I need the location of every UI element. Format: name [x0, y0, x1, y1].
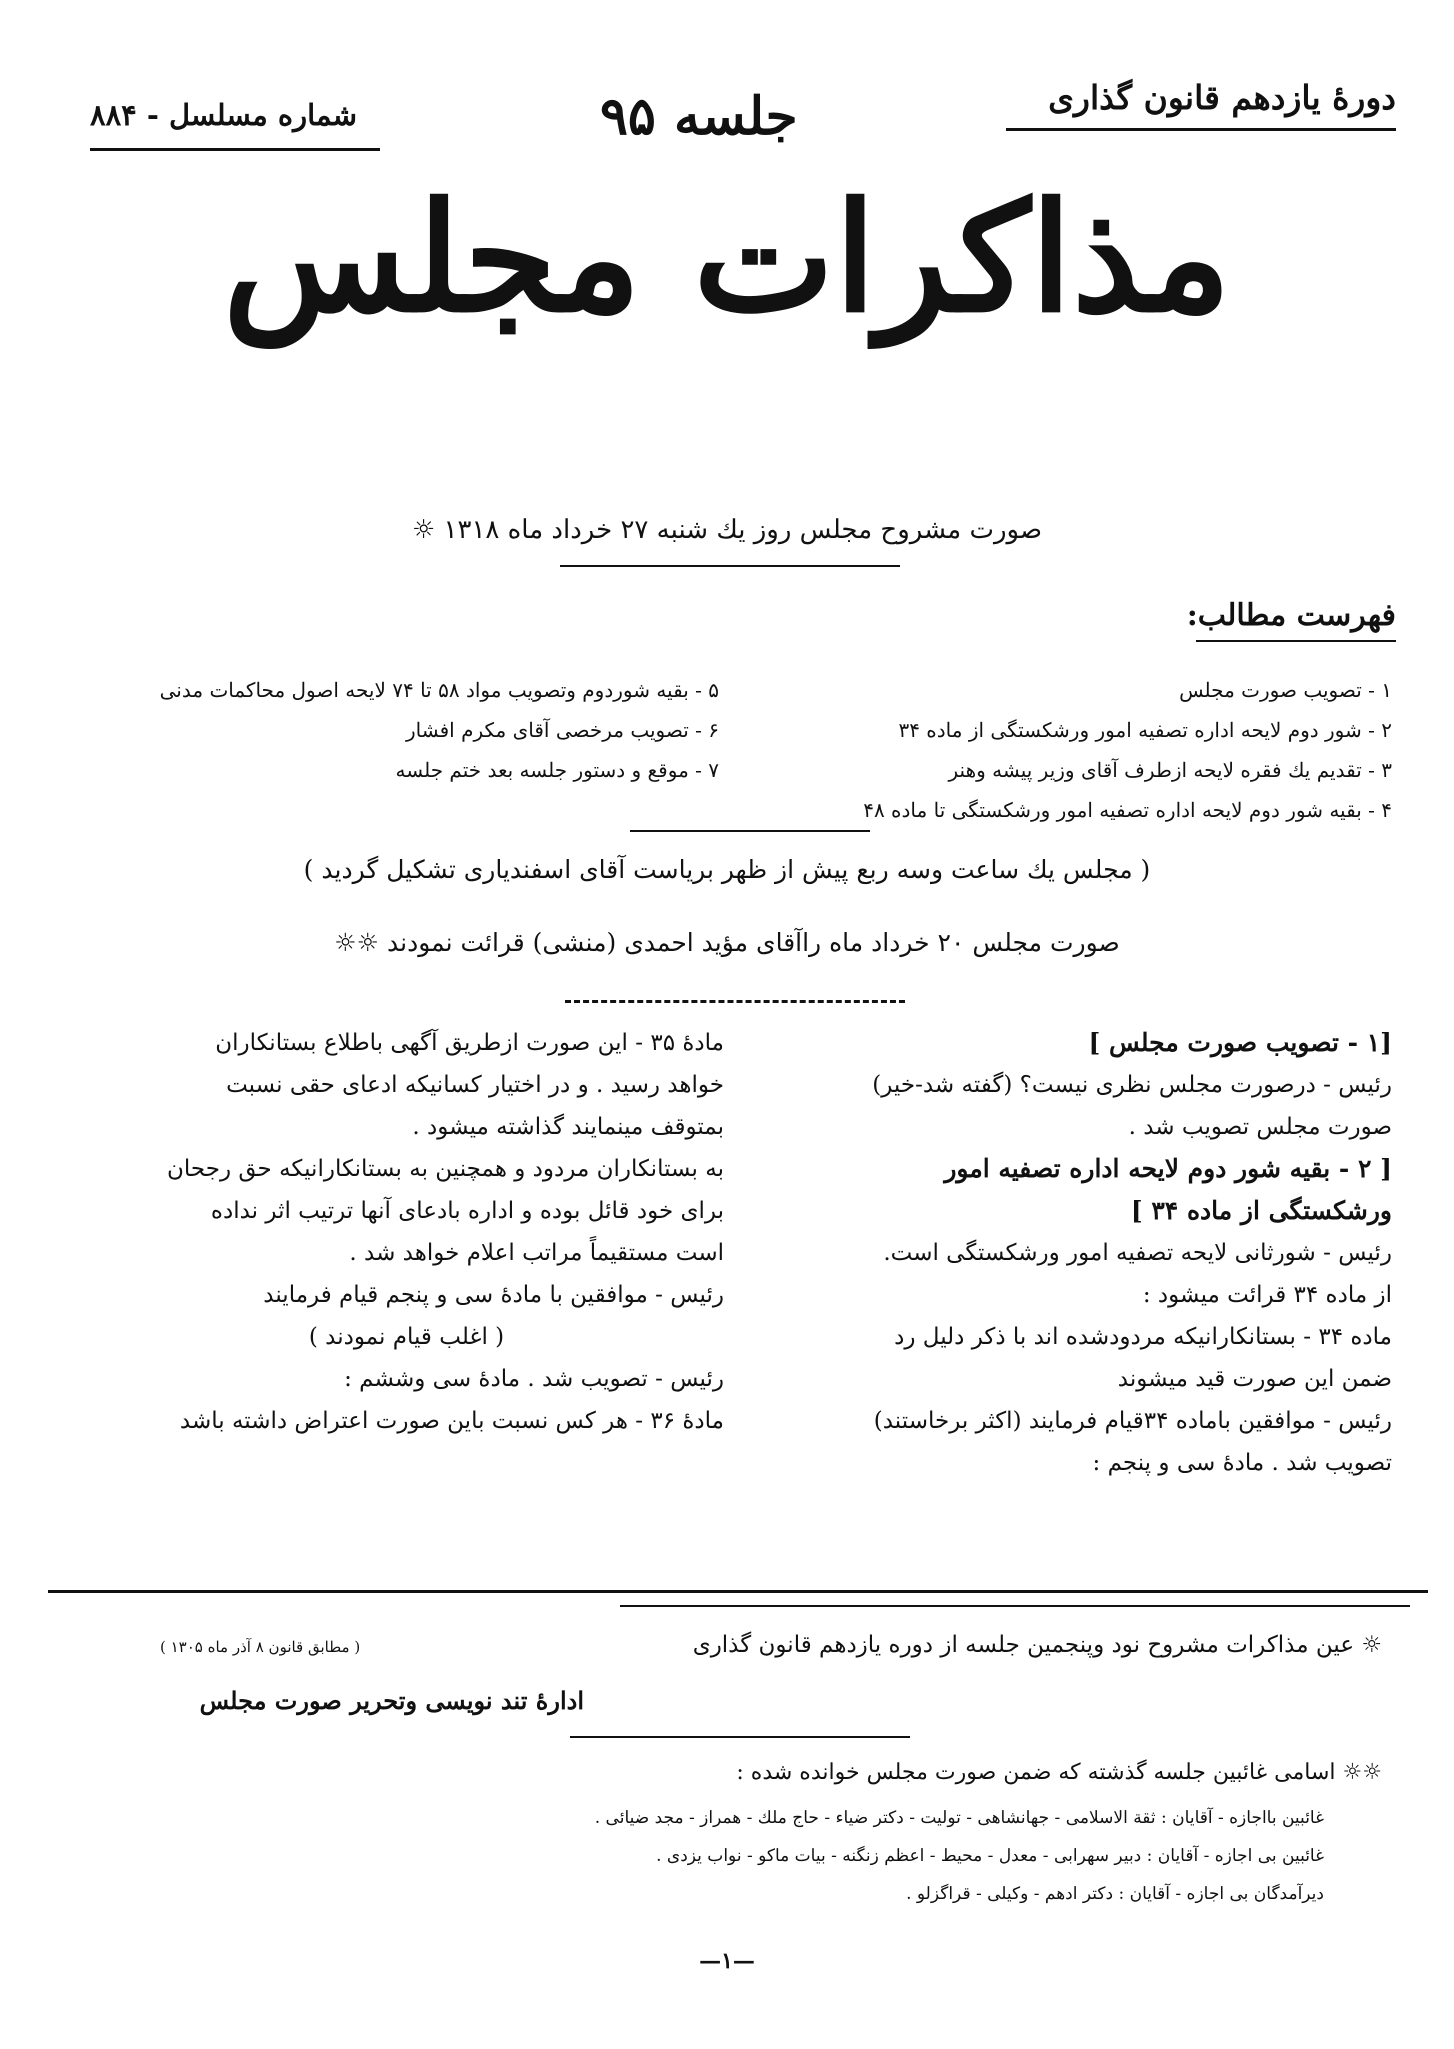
text-line: رئیس - درصورت مجلس نظری نیست؟ (گفته شد-خیر)	[872, 1072, 1392, 1098]
text-line: مادۀ ۳۵ - این صورت ازطریق آگهی باطلاع بستانکاران	[215, 1030, 724, 1056]
text-line: به بستانکاران مردود و همچنین به بستانکارانیکه حق رجحان	[166, 1156, 724, 1182]
session-subtitle: صورت مشروح مجلس روز یك شنبه ۲۷ خرداد ماه ۱۳۱۸ ☼	[411, 515, 1043, 545]
index-title: فهرست مطالب:	[1186, 598, 1396, 633]
page-number: —۱—	[699, 1948, 755, 1974]
text-line: است مستقیماً مراتب اعلام خواهد شد .	[349, 1240, 724, 1266]
session-opening: ( مجلس یك ساعت وسه ربع پیش از ظهر بریاست آقای اسفندیاری تشکیل گردید )	[303, 855, 1151, 884]
absentee-line: دیرآمدگان بی اجازه - آقایان : دکتر ادهم - وکیلی - قراگزلو .	[906, 1884, 1324, 1904]
text-line: مادۀ ۳۶ - هر کس نسبت باین صورت اعتراض داشته باشد	[179, 1408, 724, 1434]
toc-item: ۱ - تصویب صورت مجلس	[1179, 678, 1392, 702]
text-line: تصویب شد . مادۀ سی و پنجم :	[1092, 1450, 1392, 1476]
dashed-divider	[565, 1000, 905, 1003]
text-line: رئیس - شورثانی لایحه تصفیه امور ورشکستگی است.	[883, 1240, 1392, 1266]
footnote-law-reference: ( مطابق قانون ۸ آذر ماه ۱۳۰۵ )	[160, 1638, 361, 1656]
footnote-source: ☼ عین مذاکرات مشروح نود وپنجمین جلسه از دوره یازدهم قانون گذاری	[692, 1632, 1382, 1658]
subtitle-rule	[560, 565, 900, 567]
toc-item: ۳ - تقدیم یك فقره لایحه ازطرف آقای وزیر پیشه وهنر	[948, 758, 1392, 782]
serial-number: شماره مسلسل - ۸۸۴	[90, 98, 357, 132]
text-line: برای خود قائل بوده و اداره بادعای آنها ترتیب اثر نداده	[210, 1198, 724, 1224]
toc-left-column	[79, 670, 719, 790]
masthead-title: مذاکرات مجلس	[222, 170, 1232, 346]
text-line: صورت مجلس تصویب شد .	[1128, 1114, 1392, 1140]
text-line: رئیس - تصویب شد . مادۀ سی وششم :	[344, 1366, 724, 1392]
text-line: ماده ۳۴ - بستانکارانیکه مردودشده اند با ذکر دلیل رد	[894, 1324, 1392, 1350]
toc-right-column	[752, 670, 1392, 830]
toc-item: ۷ - موقع و دستور جلسه بعد ختم جلسه	[395, 758, 719, 782]
left-text-column	[89, 1022, 724, 1442]
minutes-read-note: صورت مجلس ۲۰ خرداد ماه راآقای مؤید احمدی (منشی) قرائت نمودند ☼☼	[334, 928, 1120, 957]
toc-item: ۵ - بقیه شوردوم وتصویب مواد ۵۸ تا ۷۴ لایحه اصول محاکمات مدنی	[159, 678, 719, 702]
text-line: خواهد رسید . و در اختیار کسانیکه ادعای حقی نسبت	[226, 1072, 724, 1098]
absentee-line: غائبین بااجازه - آقایان : ثقة الاسلامی - جهانشاهی - تولیت - دکتر ضیاء - حاج ملك - همراز - مجد ضیائی .	[594, 1808, 1324, 1828]
index-underline	[1196, 640, 1396, 642]
toc-item: ۴ - بقیه شور دوم لایحه اداره تصفیه امور ورشکستگی تا ماده ۴۸	[863, 798, 1392, 822]
divider	[570, 1736, 910, 1738]
text-line: رئیس - موافقین با مادۀ سی و پنجم قیام فرمایند	[263, 1282, 724, 1308]
legislative-term: دورۀ یازدهم قانون گذاری	[1048, 78, 1396, 117]
text-line: ( اغلب قیام نمودند )	[308, 1324, 505, 1350]
right-text-column	[762, 1022, 1392, 1484]
footnote-rule	[620, 1605, 1410, 1607]
toc-item: ۶ - تصویب مرخصی آقای مکرم افشار	[406, 718, 719, 742]
text-line: بمتوقف مینمایند گذاشته میشود .	[412, 1114, 724, 1140]
toc-item: ۲ - شور دوم لایحه اداره تصفیه امور ورشکستگی از ماده ۳۴	[898, 718, 1392, 742]
text-line: رئیس - موافقین باماده ۳۴قیام فرمایند (اکثر برخاستند)	[873, 1408, 1392, 1434]
department-name: ادارۀ تند نویسی وتحریر صورت مجلس	[199, 1686, 584, 1715]
session-number: جلسه ۹۵	[600, 86, 798, 147]
absentee-line: غائبین بی اجازه - آقایان : دبیر سهرابی - معدل - محیط - اعظم زنگنه - بیات ماکو - نواب یزدی .	[656, 1846, 1324, 1866]
text-line: از ماده ۳۴ قرائت میشود :	[1142, 1282, 1392, 1308]
serial-underline	[90, 148, 380, 151]
footer-rule	[48, 1590, 1428, 1593]
absentees-title: ☼☼ اسامی غائبین جلسه گذشته که ضمن صورت مجلس خوانده شده :	[736, 1760, 1382, 1785]
section-heading: ورشکستگی از ماده ۳۴ ]	[1130, 1196, 1392, 1225]
section-heading: [ ۲ - بقیه شور دوم لایحه اداره تصفیه امور	[944, 1154, 1392, 1183]
divider	[630, 830, 870, 832]
term-underline	[1006, 128, 1396, 131]
text-line: ضمن این صورت قید میشوند	[1117, 1366, 1392, 1392]
section-heading: [۱ - تصویب صورت مجلس ]	[1088, 1028, 1392, 1057]
